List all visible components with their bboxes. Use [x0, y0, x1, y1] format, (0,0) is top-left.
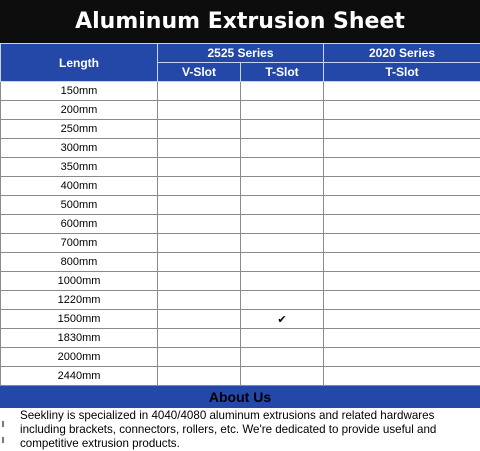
availability-cell [241, 101, 324, 120]
table-row [1, 272, 480, 291]
table-row [1, 158, 480, 177]
slot-header-2525-t: T-Slot [241, 63, 324, 82]
availability-cell [241, 177, 324, 196]
length-cell: 600mm [1, 215, 158, 234]
length-cell: 2000mm [1, 348, 158, 367]
left-edge-mark [2, 437, 4, 443]
availability-cell [241, 329, 324, 348]
length-cell: 2440mm [1, 367, 158, 386]
availability-cell [158, 196, 241, 215]
length-cell: 1000mm [1, 272, 158, 291]
table-row [1, 196, 480, 215]
availability-cell [158, 234, 241, 253]
availability-cell [324, 101, 480, 120]
availability-cell [158, 101, 241, 120]
availability-cell [324, 139, 480, 158]
availability-cell [324, 120, 480, 139]
slot-header-2020-t: T-Slot [324, 63, 480, 82]
availability-cell [158, 329, 241, 348]
length-cell: 300mm [1, 139, 158, 158]
availability-cell [158, 367, 241, 386]
length-header: Length [1, 44, 158, 82]
availability-cell [324, 310, 480, 329]
availability-cell [158, 177, 241, 196]
availability-cell [324, 253, 480, 272]
availability-cell [324, 291, 480, 310]
length-cell: 200mm [1, 101, 158, 120]
availability-cell [324, 367, 480, 386]
length-cell: 250mm [1, 120, 158, 139]
availability-cell [158, 253, 241, 272]
about-heading: About Us [0, 386, 480, 408]
availability-cell [241, 120, 324, 139]
availability-cell [324, 82, 480, 101]
availability-cell [324, 329, 480, 348]
availability-cell [324, 177, 480, 196]
availability-cell [241, 158, 324, 177]
availability-cell [241, 215, 324, 234]
length-cell: 500mm [1, 196, 158, 215]
availability-cell [241, 234, 324, 253]
sheet-title: Aluminum Extrusion Sheet [0, 0, 480, 43]
table-row [1, 291, 480, 310]
availability-cell [158, 272, 241, 291]
length-cell: 700mm [1, 234, 158, 253]
about-text: Seekliny is specialized in 4040/4080 aluminum extrusions and related hardwares including brackets, connectors, rollers, etc. We're dedicated to provide useful and competitive extrusion products. [20, 409, 437, 450]
length-cell: 1830mm [1, 329, 158, 348]
availability-cell [241, 139, 324, 158]
availability-cell [158, 310, 241, 329]
availability-cell [158, 215, 241, 234]
table-row [1, 177, 480, 196]
series-2525-header: 2525 Series [158, 44, 324, 63]
availability-cell [324, 196, 480, 215]
availability-cell [241, 196, 324, 215]
availability-cell [324, 234, 480, 253]
table-row [1, 82, 480, 101]
length-cell: 800mm [1, 253, 158, 272]
availability-cell [324, 348, 480, 367]
checkmark-cell: ✔ [241, 310, 324, 329]
table-row [1, 310, 480, 329]
table-row [1, 348, 480, 367]
extrusion-table [0, 43, 480, 386]
length-cell: 400mm [1, 177, 158, 196]
availability-cell [324, 215, 480, 234]
length-cell: 350mm [1, 158, 158, 177]
table-row [1, 253, 480, 272]
slot-header-2525-v: V-Slot [158, 63, 241, 82]
table-row [1, 234, 480, 253]
availability-cell [241, 272, 324, 291]
table-row [1, 139, 480, 158]
table-row [1, 367, 480, 386]
availability-cell [324, 272, 480, 291]
availability-cell [324, 158, 480, 177]
availability-cell [241, 367, 324, 386]
availability-cell [241, 348, 324, 367]
availability-cell [158, 120, 241, 139]
length-cell: 150mm [1, 82, 158, 101]
length-cell: 1500mm [1, 310, 158, 329]
table-row [1, 215, 480, 234]
table-row [1, 120, 480, 139]
table-row [1, 329, 480, 348]
availability-cell [241, 253, 324, 272]
availability-cell [158, 139, 241, 158]
table-row [1, 101, 480, 120]
availability-cell [158, 348, 241, 367]
left-edge-mark [2, 421, 4, 427]
availability-cell [158, 291, 241, 310]
availability-cell [158, 158, 241, 177]
availability-cell [158, 82, 241, 101]
availability-cell [241, 82, 324, 101]
availability-cell [241, 291, 324, 310]
series-2020-header: 2020 Series [324, 44, 480, 63]
length-cell: 1220mm [1, 291, 158, 310]
